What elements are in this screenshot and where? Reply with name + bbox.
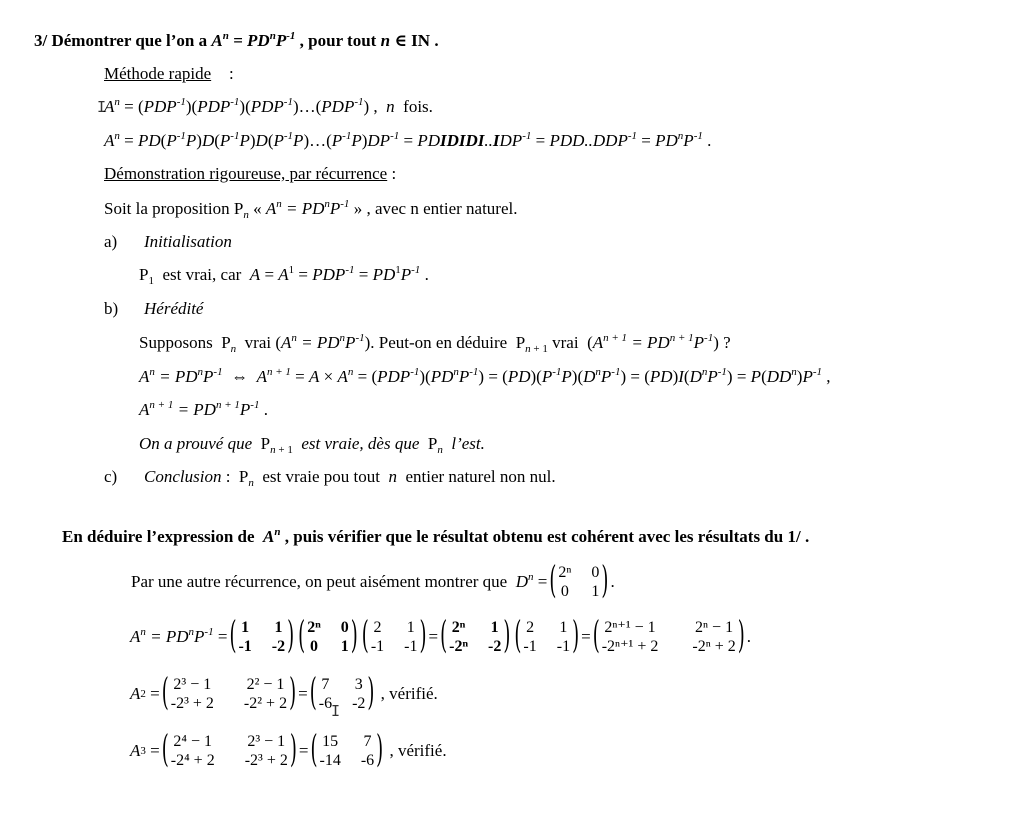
matrix-cell: -2² + 2 [243, 694, 288, 712]
matrix-dn-bold: ( 2ⁿ 0 0 1 ) [298, 613, 358, 658]
matrix-cell: -1 [556, 637, 571, 655]
matrix-cell: -2ⁿ [449, 637, 469, 655]
matrix-cell: 2ⁿ − 1 [695, 618, 734, 636]
conclusion-line: Conclusion : $P_n$ est vraie pou tout n entier naturel non nul. [144, 467, 556, 489]
matrix-cell: 0 [560, 582, 569, 600]
heredite-heading: Hérédité [144, 299, 204, 318]
proposition-line: Soit la proposition $P_n$ « $A^n = PD^nP^{-1}$ » , avec n entier naturel. [104, 198, 518, 221]
matrix-a3-expr: ( 2⁴ − 1 2³ − 1 -2⁴ + 2 -2³ + 2 ) [161, 727, 297, 772]
matrix-cell: -1 [523, 637, 537, 655]
colon: : [229, 64, 234, 83]
matrix-cell: 1 [274, 618, 283, 636]
matrix-cell: 2ⁿ [307, 618, 321, 636]
question-3-title: 3/ Démontrer que l’on a $A^n = PD^nP^{-1}$ , pour tout n ∈ IN . [34, 30, 439, 50]
step-a-label: a) [104, 232, 118, 251]
matrix-cell: 7 [363, 732, 372, 750]
matrix-cell: 2³ − 1 [173, 675, 212, 693]
matrix-an-result: ( 2ⁿ⁺¹ − 1 2ⁿ − 1 -2ⁿ⁺¹ + 2 -2ⁿ + 2 ) [592, 613, 745, 658]
matrix-cell: 2⁴ − 1 [173, 732, 213, 750]
heredite-conclusion: On a prouvé que $P_{n + 1}$ est vraie, dès que $P_n$ l’est. [139, 434, 485, 456]
matrix-cell: -2ⁿ⁺¹ + 2 [601, 637, 659, 655]
matrix-cell: -14 [319, 751, 341, 769]
matrix-cell: 2ⁿ [558, 563, 572, 581]
matrix-a2-values: ( 7 3 -6 -2 ) [309, 670, 375, 715]
initialisation-text: $P_1$ est vrai, car $A = A^1 = PDP^{-1} = PD^1P^{-1}$ . [139, 264, 429, 287]
matrix-cell: 2³ − 1 [247, 732, 286, 750]
matrix-cell: 2 [526, 618, 535, 636]
matrix-cell: -1 [404, 637, 418, 655]
step-b-label: b) [104, 299, 119, 318]
methode-rapide-heading: Méthode rapide [104, 64, 212, 83]
matrix-cell: 1 [406, 618, 415, 636]
matrix-cell: -6 [318, 694, 333, 712]
matrix-cell: 1 [340, 637, 349, 655]
matrix-cell: 3 [354, 675, 363, 693]
matrix-a2-expr: ( 2³ − 1 2² − 1 -2³ + 2 -2² + 2 ) [161, 670, 297, 715]
matrix-cell: -2³ + 2 [244, 751, 288, 769]
matrix-cell: 2² − 1 [246, 675, 285, 693]
matrix-cell: 0 [591, 563, 600, 581]
matrix-cell: -2ⁿ + 2 [692, 637, 736, 655]
matrix-cell: 0 [309, 637, 318, 655]
matrix-p: ( 1 1 -1 -2 ) [229, 613, 295, 658]
heredite-hypothesis: Supposons $P_n$ vrai $(A^n = PD^nP^{-1})$. Peut-on en déduire $P_{n + 1}$ vrai $(A^{n + 1} = PD^{n + 1}P^{-1})$ ? [139, 332, 731, 355]
matrix-dn: ( 2ⁿ 0 0 1 ) [549, 558, 609, 603]
matrix-cell: 15 [322, 732, 339, 750]
matrix-cell: 1 [559, 618, 568, 636]
matrix-a3-values: ( 15 7 -14 -6 ) [310, 727, 384, 772]
matrix-cell: -2⁴ + 2 [170, 751, 215, 769]
heredite-result: $A^{n + 1} = PD^{n + 1}P^{-1}$ . [139, 399, 268, 419]
initialisation-heading: Initialisation [144, 232, 232, 251]
matrix-cell: -1 [370, 637, 385, 655]
a3-verification-line: A 3 = ( 2⁴ − 1 2³ − 1 -2⁴ + 2 -2³ + 2 ) = ( 15 7 -14 -6 ) , vérifié. [130, 727, 447, 772]
a2-verification-line: A 2 = ( 2³ − 1 2² − 1 -2³ + 2 -2² + 2 ) = ( 7 3 -6 -2 ) , vérifié. [130, 670, 438, 715]
matrix-cell: 2 [373, 618, 382, 636]
heredite-computation: $A^n = PD^nP^{-1}$ ⇔ $A^{n + 1} = A \times A^n = (PDP^{-1})(PD^nP^{-1}) = (PD)(P^{-1}P)(D^nP^{-1}) = (PD)I(D^nP^{-1}) = P(DD^n)P^{-1}$ , [139, 366, 831, 386]
demo-heading: Démonstration rigoureuse, par récurrence : [104, 164, 397, 183]
matrix-cell: 1 [490, 618, 499, 636]
matrix-cell: 7 [321, 675, 330, 693]
matrix-p-inverse: ( 2 1 -1 -1 ) [361, 613, 427, 658]
dn-line: Par une autre récurrence, on peut aisément montrer que $D^n$ = ( 2ⁿ 0 0 1 ) . [131, 558, 615, 603]
matrix-cell: 2ⁿ⁺¹ − 1 [604, 618, 656, 636]
text-cursor-icon: I [97, 98, 107, 116]
matrix-cell: -1 [238, 637, 252, 655]
matrix-cell: 1 [241, 618, 250, 636]
matrix-cell: -2 [488, 637, 502, 655]
matrix-cell: -2³ + 2 [170, 694, 214, 712]
matrix-cell: -6 [360, 751, 375, 769]
deduire-title: En déduire l’expression de $A^n$ , puis vérifier que le résultat obtenu est cohérent avec les résultats du 1/ . [62, 526, 810, 546]
quick-line-2: $A^n$ = $PD(P^{-1}P)D(P^{-1}P)D(P^{-1}P)\dots(P^{-1}P)DP^{-1}$ = $PDIDIDI..IDP^{-1} = PDD..DDP^{-1} = PD^nP^{-1}$ . [104, 130, 712, 150]
an-computation-line: $A^n = PD^nP^{-1}$ = ( 1 1 -1 -2 ) ( 2ⁿ 0 0 1 ) ( 2 1 -1 -1 ) = ( 2ⁿ 1 -2ⁿ -2 ) ( 2 1 -1 -1 ) = ( 2ⁿ⁺¹ − 1 2ⁿ − 1 -2ⁿ⁺¹ + 2 -2ⁿ + 2 ) . [130, 613, 752, 658]
step-c-label: c) [104, 467, 118, 486]
text-cursor-icon-2: I [331, 702, 341, 720]
matrix-p-inverse-2: ( 2 1 -1 -1 ) [514, 613, 580, 658]
matrix-cell: 1 [591, 582, 600, 600]
quick-line-1: $A^n$ = $(PDP^{-1})(PDP^{-1})(PDP^{-1})\dots(PDP^{-1})$ , n fois. [104, 96, 433, 116]
matrix-cell: -2 [352, 694, 366, 712]
matrix-cell: -2 [271, 637, 286, 655]
matrix-cell: 2ⁿ [451, 618, 466, 636]
matrix-cell: 0 [340, 618, 349, 636]
matrix-pdn: ( 2ⁿ 1 -2ⁿ -2 ) [440, 613, 511, 658]
